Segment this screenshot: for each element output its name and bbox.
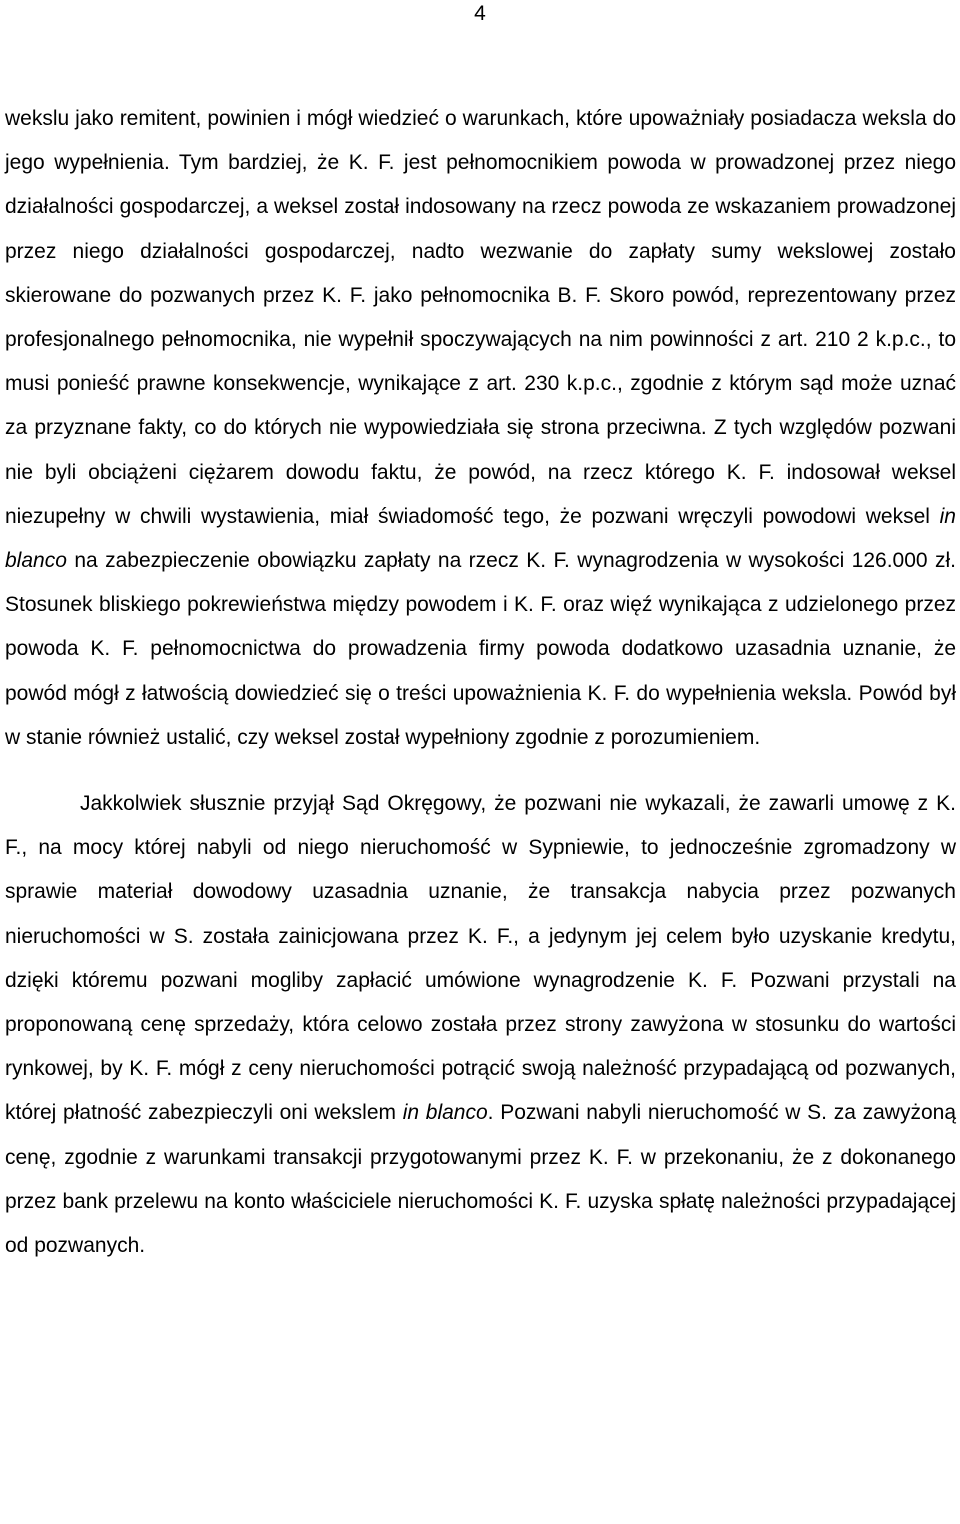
paragraph-1-text: na zabezpieczenie obowiązku zapłaty na rzecz K. F. wynagrodzenia w wysokości 126.000 zł. Stosunek bliskiego pokrewieństwa między powodem i K. F. oraz więź wynikająca z udzielonego przez powoda K. F. pełnomocnictwa do prowadzenia firmy powoda dodatkowo uzasadnia uznanie, że powód mógł z łatwością dowiedzieć się o treści upoważnienia K. F. do wypełnienia weksla. Powód był w stanie również ustalić, czy weksel został wypełniony zgodnie z porozumieniem. xyxy=(5,549,956,749)
paragraph-2 xyxy=(5,782,956,1268)
italic-term: in blanco xyxy=(5,504,956,573)
paragraph-1-text: wekslu jako remitent, powinien i mógł wiedzieć o warunkach, które upoważniały posiadacza weksla do jego wypełnienia. Tym bardziej, że K. F. jest pełnomocnikiem powoda w prowadzonej przez niego działalności gospodarczej, a weksel został indosowany na rzecz powoda ze wskazaniem prowadzonej przez niego działalności gospodarczej, nadto wezwanie do zapłaty sumy wekslowej zostało skierowane do pozwanych przez K. F. jako pełnomocnika B. F. Skoro powód, reprezentowany przez profesjonalnego pełnomocnika, nie wypełnił spoczywających na nim powinności z art. 210 xyxy=(5,107,956,352)
page-number: 4 xyxy=(474,2,486,25)
document-body xyxy=(5,97,956,1268)
italic-term: in blanco xyxy=(402,1101,488,1125)
paragraph-2-text: . Pozwani nabyli nieruchomość w S. za zawyżoną cenę, zgodnie z warunkami transakcji przygotowanymi przez K. F. w przekonaniu, że z dokonanego przez bank przelewu na konto właściciele nieruchomości K. F. uzyska spłatę należności przypadającej od pozwanych. xyxy=(5,1101,956,1258)
paragraph-1-text: 2 k.p.c., to musi ponieść prawne konsekwencje, wynikające z art. 230 k.p.c., zgodnie z którym sąd może uznać za przyznane fakty, co do których nie wypowiedziała się strona przeciwna. Z tych względów pozwani nie byli obciążeni ciężarem dowodu faktu, że powód, na rzecz którego K. F. indosował weksel niezupełny w chwili wystawienia, miał świadomość tego, że pozwani wręczyli powodowi weksel xyxy=(5,328,956,528)
paragraph-2-text: Jakkolwiek słusznie przyjął Sąd Okręgowy, że pozwani nie wykazali, że zawarli umowę z K. F., na mocy której nabyli od niego nieruchomość w Sypniewie, to jednocześnie zgromadzony w sprawie materiał dowodowy uzasadnia uznanie, że transakcja nabycia przez pozwanych nieruchomości w S. została zainicjowana przez K. F., a jedynym jej celem było uzyskanie kredytu, dzięki któremu pozwani mogliby zapłacić umówione wynagrodzenie K. F. Pozwani przystali na proponowaną cenę sprzedaży, która celowo została przez strony zawyżona w stosunku do wartości rynkowej, by K. F. mógł z ceny nieruchomości potrącić swoją należność przypadającą od pozwanych, której płatność zabezpieczyli oni wekslem xyxy=(5,792,956,1125)
paragraph-1 xyxy=(5,97,956,760)
